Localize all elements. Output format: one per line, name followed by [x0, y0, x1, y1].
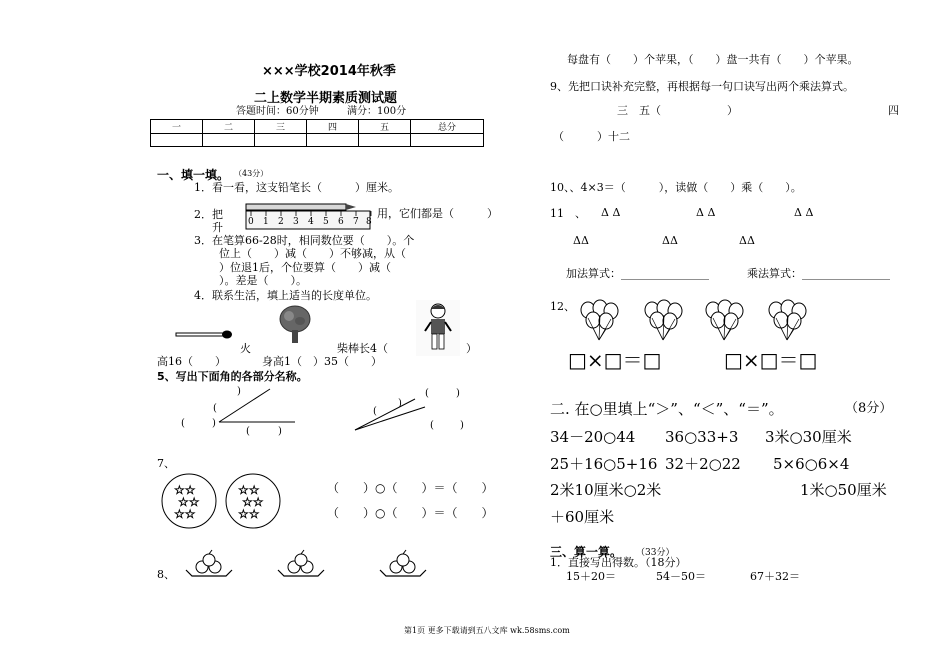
section-2-title: 二. 在○里填上“＞”、“＜”、“＝”。	[550, 400, 784, 418]
question-3: 3．在笔算66-28时，相同数位要（ ）。个	[194, 234, 415, 247]
angle-blank: (	[425, 388, 429, 399]
ruler-digit: 6	[338, 217, 344, 227]
calc-item: 54－50＝	[656, 570, 706, 583]
child-image	[416, 300, 460, 356]
question-11: 11 、	[550, 207, 586, 220]
balloon-group	[769, 300, 806, 340]
compare-item: 5×6○6×4	[773, 455, 850, 473]
ruler-digit: 7	[353, 217, 359, 227]
question-2: 2．把	[194, 208, 223, 221]
star-icon: ☆☆	[174, 507, 196, 521]
question-5: 5、写出下面角的各部分名称。	[157, 370, 308, 383]
angle-blank: )	[398, 398, 402, 409]
question-1: 1．看一看，这支铅笔长（ ）厘米。	[194, 181, 399, 194]
q9-rhyme-3: （ ）十二	[553, 130, 630, 143]
section-3-q1: 1．直接写出得数。（18分）	[550, 556, 687, 569]
score-col: 五	[359, 120, 411, 134]
compare-item: 36○33+3	[665, 428, 739, 446]
apple-plate	[380, 550, 426, 576]
compare-item: 34－20○44	[550, 428, 636, 446]
exam-time: 答题时间：60分钟	[236, 106, 319, 117]
question-3-line2: 位上（ ）减（ ）不够减，从（	[219, 247, 406, 260]
stick-length: 柴棒长4（	[337, 342, 388, 355]
question-7: 7、	[157, 457, 175, 470]
star-circles	[160, 472, 290, 532]
ruler-digit: 3	[293, 217, 299, 227]
box-equation-1: □×□＝□	[568, 348, 662, 372]
q7-equation-1: （ ）○（ ）＝（ ）	[327, 481, 494, 495]
tree-image	[275, 304, 315, 344]
star-icon: ☆☆	[238, 507, 260, 521]
calc-item: 67＋32＝	[750, 570, 800, 583]
tree-height: 高16（ ）	[157, 355, 226, 368]
triangle-group: Δ Δ	[696, 206, 716, 219]
angle-blank: )	[237, 386, 241, 397]
exam-full-score: 满分：100分	[347, 106, 407, 117]
angle-blank: )	[278, 426, 282, 437]
section-1-score: （43分）	[234, 169, 269, 178]
angle-figures	[150, 385, 490, 445]
score-col: 总分	[411, 120, 484, 134]
star-icon: ☆☆	[238, 483, 260, 497]
calc-item: 15＋20＝	[566, 570, 616, 583]
q7-equation-2: （ ）○（ ）＝（ ）	[327, 506, 494, 520]
angle-blank: (	[246, 426, 250, 437]
q9-rhyme-1: 三 五（ ）	[617, 104, 738, 117]
ruler-digit: 1	[263, 217, 269, 227]
q8-continued: 每盘有（ ）个苹果，（ ）盘一共有（ ）个苹果。	[567, 53, 859, 66]
question-9: 9、先把口诀补充完整，再根据每一句口诀写出两个乘法算式。	[550, 80, 854, 93]
triangle-group: ΔΔ	[662, 234, 678, 247]
triangle-group: ΔΔ	[739, 234, 755, 247]
apple-plates	[186, 552, 436, 582]
person-height: 身高1（ ）35（ ）	[262, 355, 382, 368]
apple-plate	[278, 550, 324, 576]
angle-blank: )	[456, 388, 460, 399]
q11-addition: 加法算式：________________	[566, 267, 709, 280]
question-2-end: 用，它们都是（ ）	[377, 207, 498, 220]
ruler-digit: 0	[248, 217, 254, 227]
balloon-groups	[578, 300, 838, 345]
question-8: 8、	[157, 568, 175, 581]
balloon-group	[645, 300, 682, 340]
pencil-ruler-figure	[240, 200, 380, 232]
star-icon: ☆☆	[242, 495, 264, 509]
footer: 第1页 更多下载请到五八文库 wk.58sms.com	[404, 626, 570, 635]
ruler-digit: 2	[278, 217, 284, 227]
triangle-group: ΔΔ	[573, 234, 589, 247]
exam-title: 二上数学半期素质测试题	[254, 91, 398, 106]
compare-item: 2米10厘米○2米	[550, 481, 662, 499]
question-2-cont: 升	[212, 221, 223, 234]
section-1-title: 一、填一填。	[157, 168, 230, 182]
stick-paren: ）	[466, 342, 477, 355]
question-10: 10、、4×3＝（ ），读做（ ）乘（ ）。	[550, 181, 802, 194]
triangle-group: Δ Δ	[601, 206, 621, 219]
question-3-line3: ）位退1后，个位要算（ ）减（	[219, 261, 391, 274]
question-4: 4．联系生活，填上适当的长度单位。	[194, 289, 377, 302]
ruler-digit: 5	[323, 217, 329, 227]
score-col: 三	[255, 120, 307, 134]
section-2-score: （8分）	[845, 401, 893, 416]
star-icon: ☆☆	[174, 483, 196, 497]
school-title: ×××学校2014年秋季	[262, 64, 396, 79]
score-col: 二	[203, 120, 255, 134]
compare-item: 1米○50厘米	[800, 481, 887, 499]
angle-blank: (	[213, 403, 217, 414]
match-label: 火	[240, 342, 251, 355]
compare-item: 25＋16○5+16	[550, 455, 658, 473]
angle-blank: (	[181, 418, 185, 429]
score-table	[150, 119, 484, 147]
compare-item: 3米○30厘米	[765, 428, 852, 446]
angle-blank: )	[460, 420, 464, 431]
section-3-score: （33分）	[636, 548, 675, 558]
match-image	[176, 330, 232, 340]
box-equation-2: □×□＝□	[724, 348, 818, 372]
q9-rhyme-2: 四	[888, 104, 899, 117]
score-col: 四	[307, 120, 359, 134]
triangle-group: Δ Δ	[794, 206, 814, 219]
balloon-group	[706, 300, 743, 340]
angle-blank: (	[430, 420, 434, 431]
compare-item: ＋60厘米	[550, 508, 615, 526]
angle-blank: )	[212, 418, 216, 429]
q11-multiplication: 乘法算式：________________	[747, 267, 890, 280]
compare-item: 32＋2○22	[665, 455, 741, 473]
score-col: 一	[151, 120, 203, 134]
question-12: 12、	[550, 300, 575, 313]
ruler-digit: 8	[366, 217, 372, 227]
balloon-group	[581, 300, 618, 340]
ruler-digit: 4	[308, 217, 314, 227]
section-3-title: 三、算一算。	[550, 545, 623, 559]
question-3-line4: ）。差是（ ）。	[219, 274, 307, 287]
star-icon: ☆☆	[178, 495, 200, 509]
angle-blank: (	[373, 406, 377, 417]
apple-plate	[186, 550, 232, 576]
